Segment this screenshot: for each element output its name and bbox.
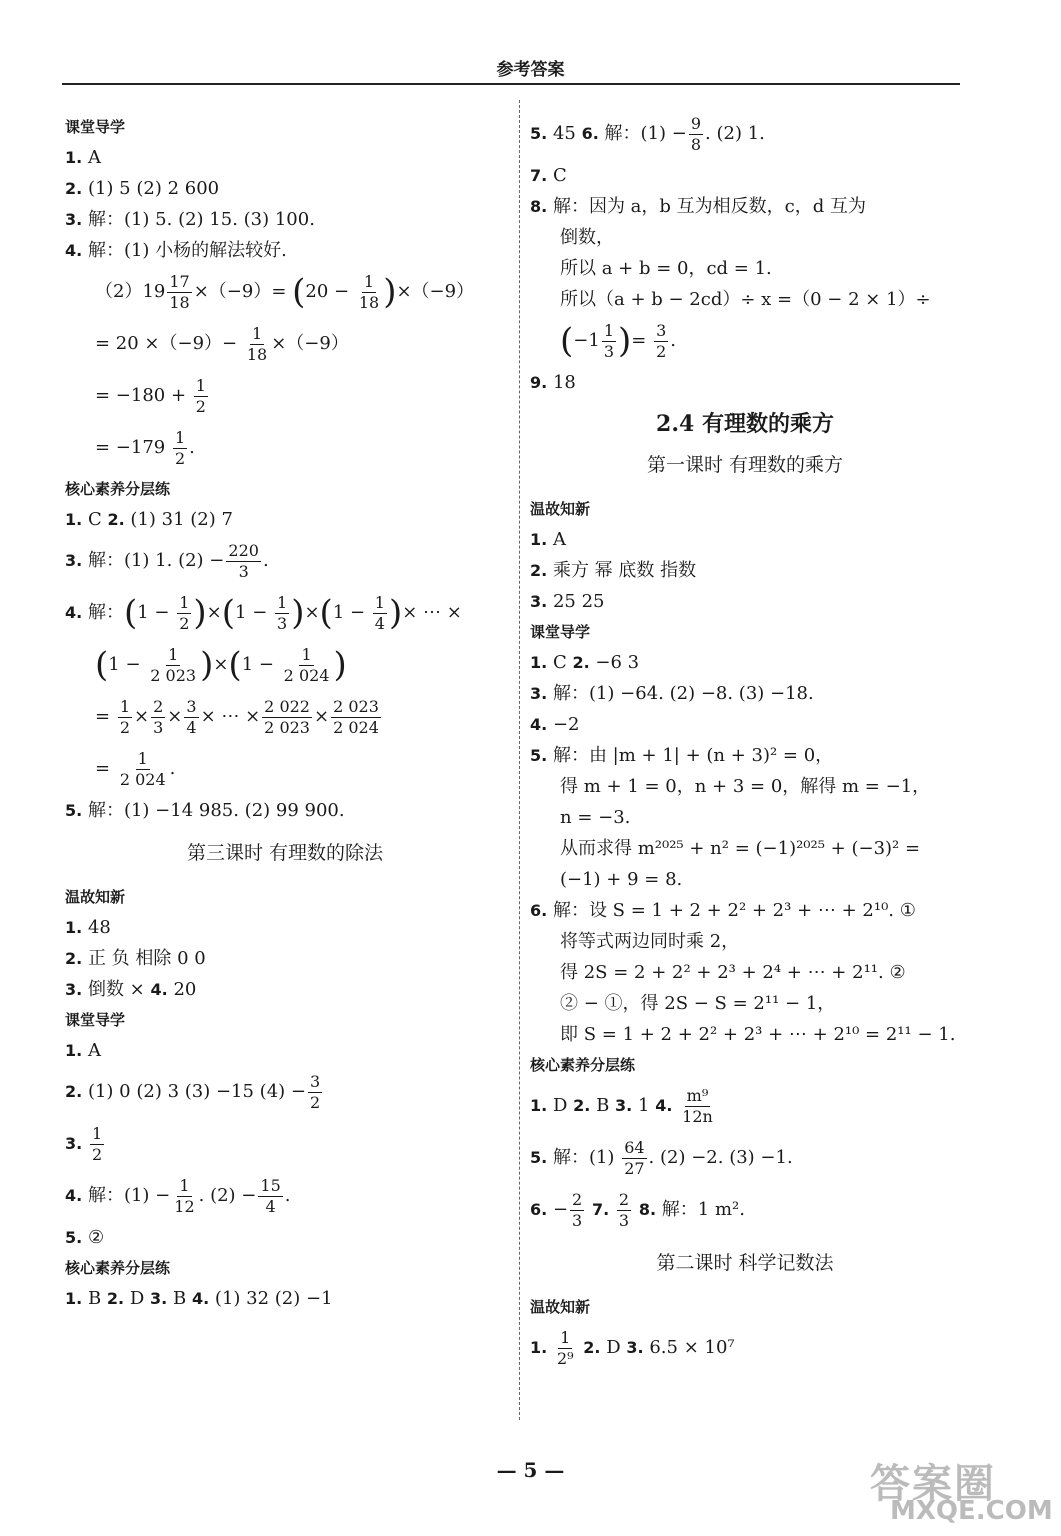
answer-line: 2. 乘方 幂 底数 指数 bbox=[530, 560, 697, 581]
answer-line: 5. 45 6. 解：(1) − $\frac{9}{8}$ . (2) 1. bbox=[530, 113, 765, 154]
answer-line: 1. B 2. D 3. B 4. (1) 32 (2) −1 bbox=[65, 1288, 333, 1309]
answer-line: 5. 解：由 |m + 1| + (n + 3)² = 0， bbox=[530, 745, 834, 766]
math-line: (−1 $\frac{1}{3}$ )= $\frac{3}{2}$ . bbox=[560, 320, 676, 361]
answer-line: 8. 解：因为 a，b 互为相反数，c，d 互为 bbox=[530, 196, 866, 217]
section-heading: 核心素养分层练 bbox=[65, 1259, 171, 1277]
math-line: = 20 ×（−9）− $\frac{1}{18}$ ×（−9） bbox=[95, 323, 349, 364]
answer-line: ② − ①，得 2S − S = 2¹¹ − 1， bbox=[560, 993, 836, 1014]
answer-line: 1. A bbox=[530, 529, 566, 550]
page-header: 参考答案 bbox=[496, 60, 565, 80]
answer-line: 1. A bbox=[65, 147, 101, 168]
math-line: = −179 $\frac{1}{2}$ . bbox=[95, 427, 195, 468]
answer-line: 3. 解：(1) −64. (2) −8. (3) −18. bbox=[530, 683, 814, 704]
math-line: 4. 解：(1 − $\frac{1}{2}$ )×(1 − $\frac{1}{3}$ )×(1 − $\frac{1}{4}$ )× ⋯ × bbox=[65, 592, 462, 633]
lesson-title: 第一课时 有理数的乘方 bbox=[646, 454, 844, 476]
chapter-title: 2.4 有理数的乘方 bbox=[656, 411, 834, 437]
section-heading: 温故知新 bbox=[65, 888, 126, 906]
answer-line: 从而求得 m²⁰²⁵ + n² = (−1)²⁰²⁵ + (−3)² = bbox=[560, 838, 921, 859]
answer-line: 9. 18 bbox=[530, 372, 576, 393]
section-heading: 核心素养分层练 bbox=[530, 1056, 636, 1074]
answer-line: 2. 正 负 相除 0 0 bbox=[65, 948, 206, 969]
column-divider bbox=[519, 100, 520, 1420]
section-heading: 课堂导学 bbox=[530, 623, 591, 641]
answer-line: 4. 解：(1) 小杨的解法较好. bbox=[65, 240, 287, 261]
answer-line: 6. 解：设 S = 1 + 2 + 2² + 2³ + ⋯ + 2¹⁰. ① bbox=[530, 900, 916, 921]
answer-line: 3. $\frac{1}{2}$ bbox=[65, 1123, 103, 1164]
answer-line: 2. (1) 0 (2) 3 (3) −15 (4) − $\frac{3}{2}$ bbox=[65, 1071, 321, 1112]
answer-line: 倒数， bbox=[560, 227, 614, 248]
math-line: = −180 + $\frac{1}{2}$ bbox=[95, 375, 206, 416]
answer-line: 1. D 2. B 3. 1 4. $\frac{\text{m⁹}}{12n}$ bbox=[530, 1085, 713, 1126]
math-line: = $\frac{1}{2}$ × $\frac{2}{3}$ × $\frac{3}{4}$ × ⋯ × $\frac{2 022}{2 023}$ × $\frac{2 023}{2 024}$ bbox=[95, 696, 379, 737]
section-heading: 课堂导学 bbox=[65, 118, 126, 136]
right-column bbox=[530, 108, 960, 1374]
left-column bbox=[65, 112, 505, 1314]
answer-line: 所以 a + b = 0，cd = 1. bbox=[560, 258, 772, 279]
section-heading: 核心素养分层练 bbox=[65, 480, 171, 498]
answer-line: 3. 解：(1) 5. (2) 15. (3) 100. bbox=[65, 209, 315, 230]
header-rule bbox=[62, 83, 960, 85]
answer-line: 4. 解：(1) − $\frac{1}{12}$ . (2) − $\frac{15}{4}$ . bbox=[65, 1175, 291, 1216]
watermark-text: 答案圈 bbox=[870, 1461, 996, 1507]
section-heading: 温故知新 bbox=[530, 1298, 591, 1316]
answer-line: 将等式两边同时乘 2， bbox=[560, 931, 740, 952]
answer-line: 3. 解：(1) 1. (2) − $\frac{220}{3}$ . bbox=[65, 540, 269, 581]
math-line: （2）19 $\frac{17}{18}$ ×（−9）= (20 − $\frac{1}{18}$ )×（−9） bbox=[95, 271, 475, 312]
answer-line: (−1) + 9 = 8. bbox=[560, 869, 683, 890]
watermark-logo bbox=[870, 1452, 1053, 1532]
answer-line: 7. C bbox=[530, 165, 567, 186]
answer-line: 1. C 2. −6 3 bbox=[530, 652, 640, 673]
section-heading: 温故知新 bbox=[530, 500, 591, 518]
lesson-title: 第三课时 有理数的除法 bbox=[186, 842, 384, 864]
answer-line: 3. 倒数 × 4. 20 bbox=[65, 979, 197, 1000]
answer-line: 所以（a + b − 2cd）÷ x =（0 − 2 × 1）÷ bbox=[560, 289, 931, 310]
answer-line: 得 2S = 2 + 2² + 2³ + 2⁴ + ⋯ + 2¹¹. ② bbox=[560, 962, 906, 983]
answer-line: 5. ② bbox=[65, 1227, 105, 1248]
answer-line: 1. A bbox=[65, 1040, 101, 1061]
answer-line: 得 m + 1 = 0，n + 3 = 0，解得 m = −1， bbox=[560, 776, 931, 797]
answer-line: n = −3. bbox=[560, 807, 631, 828]
math-line: (1 − $\frac{1}{2 023}$ )×(1 − $\frac{1}{2 024}$ ) bbox=[95, 644, 347, 685]
watermark-url: MXQE.COM bbox=[890, 1496, 1053, 1526]
answer-line: 3. 25 25 bbox=[530, 591, 605, 612]
answer-line: 即 S = 1 + 2 + 2² + 2³ + ⋯ + 2¹⁰ = 2¹¹ − 1. bbox=[560, 1024, 956, 1045]
lesson-title: 第二课时 科学记数法 bbox=[656, 1252, 834, 1274]
answer-line: 2. (1) 5 (2) 2 600 bbox=[65, 178, 220, 199]
answer-line: 6. − $\frac{2}{3}$ 7. $\frac{2}{3}$ 8. 解：1 m². bbox=[530, 1189, 745, 1230]
answer-line: 4. −2 bbox=[530, 714, 580, 735]
answer-line: 1. 48 bbox=[65, 917, 111, 938]
answer-line: 5. 解：(1) −14 985. (2) 99 900. bbox=[65, 800, 345, 821]
section-heading: 课堂导学 bbox=[65, 1011, 126, 1029]
math-line: = $\frac{1}{2 024}$ . bbox=[95, 748, 176, 789]
page-number: — 5 — bbox=[496, 1458, 565, 1482]
answer-line: 1. $\frac{1}{\text{2⁹}}$ 2. D 3. 6.5 × 10⁷ bbox=[530, 1327, 735, 1368]
answer-line: 5. 解：(1) $\frac{64}{27}$ . (2) −2. (3) −1. bbox=[530, 1137, 793, 1178]
answer-line: 1. C 2. (1) 31 (2) 7 bbox=[65, 509, 233, 530]
